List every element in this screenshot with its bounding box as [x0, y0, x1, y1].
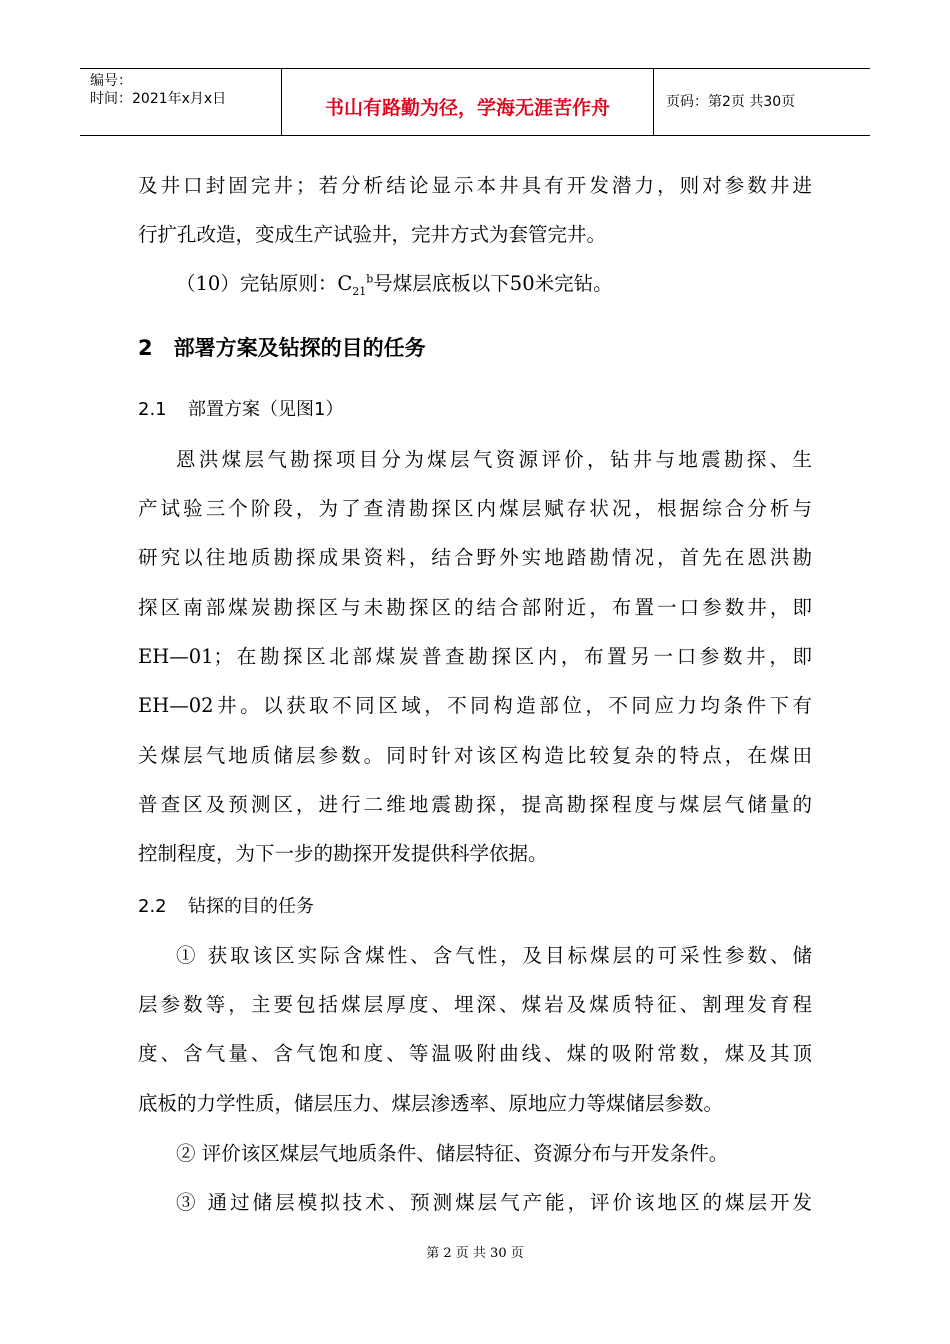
seam-subscript: 21 [352, 284, 367, 298]
paragraph-line: 度、含气量、含气饱和度、等温吸附曲线、煤的吸附常数，煤及其顶 [138, 1042, 812, 1065]
subsection-number: 2.1 [138, 399, 167, 420]
paragraph-line: ① 获取该区实际含煤性、含气性，及目标煤层的可采性参数、储 [176, 944, 812, 967]
subsection-title: 钻探的目的任务 [188, 896, 314, 917]
header-code-label: 编号： [90, 73, 132, 89]
paragraph-line: 行扩孔改造，变成生产试验井，完井方式为套管完井。 [138, 223, 607, 246]
paragraph-line: 研究以往地质勘探成果资料，结合野外实地踏勘情况，首先在恩洪勘 [138, 546, 812, 569]
paragraph-line: 底板的力学性质，储层压力、煤层渗透率、原地应力等煤储层参数。 [138, 1092, 724, 1115]
header-motto: 书山有路勤为径，学海无涯苦作舟 [282, 69, 654, 135]
section-heading-2: 2 部署方案及钻探的目的任务 [138, 336, 426, 360]
subsection-heading-2-2 [138, 893, 314, 921]
completion-principle-prefix: （10）完钻原则：C [176, 272, 353, 295]
subsection-number: 2.2 [138, 896, 167, 917]
page-header [80, 68, 870, 136]
completion-principle-suffix: 号煤层底板以下50米完钻。 [373, 272, 613, 295]
completion-principle [176, 270, 613, 298]
header-page-info: 页码：第2页 共30页 [666, 94, 796, 110]
paragraph-line: EH—02井。以获取不同区域，不同构造部位，不同应力均条件下有 [138, 694, 812, 717]
header-time-label: 时间：2021年x月x日 [90, 91, 227, 107]
subsection-title: 部置方案（见图1） [188, 399, 344, 420]
paragraph-line: 及井口封固完井；若分析结论显示本井具有开发潜力，则对参数井进 [138, 174, 812, 197]
paragraph-line: 控制程度，为下一步的勘探开发提供科学依据。 [138, 842, 548, 865]
paragraph-line: 恩洪煤层气勘探项目分为煤层气资源评价，钻井与地震勘探、生 [176, 448, 812, 471]
seam-superscript: b [366, 272, 374, 286]
page-footer: 第 2 页 共 30 页 [426, 1246, 524, 1261]
paragraph-line: 关煤层气地质储层参数。同时针对该区构造比较复杂的特点，在煤田 [138, 744, 812, 767]
paragraph-line: 探区南部煤炭勘探区与未勘探区的结合部附近，布置一口参数井，即 [138, 596, 812, 619]
paragraph-line: 产试验三个阶段，为了查清勘探区内煤层赋存状况，根据综合分析与 [138, 497, 812, 520]
paragraph-line: ③ 通过储层模拟技术、预测煤层气产能，评价该地区的煤层开发 [176, 1191, 812, 1214]
paragraph-line: 层参数等，主要包括煤层厚度、埋深、煤岩及煤质特征、割理发育程 [138, 993, 812, 1016]
paragraph-line: EH—01；在勘探区北部煤炭普查勘探区内，布置另一口参数井，即 [138, 645, 812, 668]
paragraph-line: ② 评价该区煤层气地质条件、储层特征、资源分布与开发条件。 [176, 1142, 729, 1165]
paragraph-line: 普查区及预测区，进行二维地震勘探，提高勘探程度与煤层气储量的 [138, 793, 812, 816]
subsection-heading-2-1 [138, 396, 343, 424]
header-meta [80, 69, 282, 135]
